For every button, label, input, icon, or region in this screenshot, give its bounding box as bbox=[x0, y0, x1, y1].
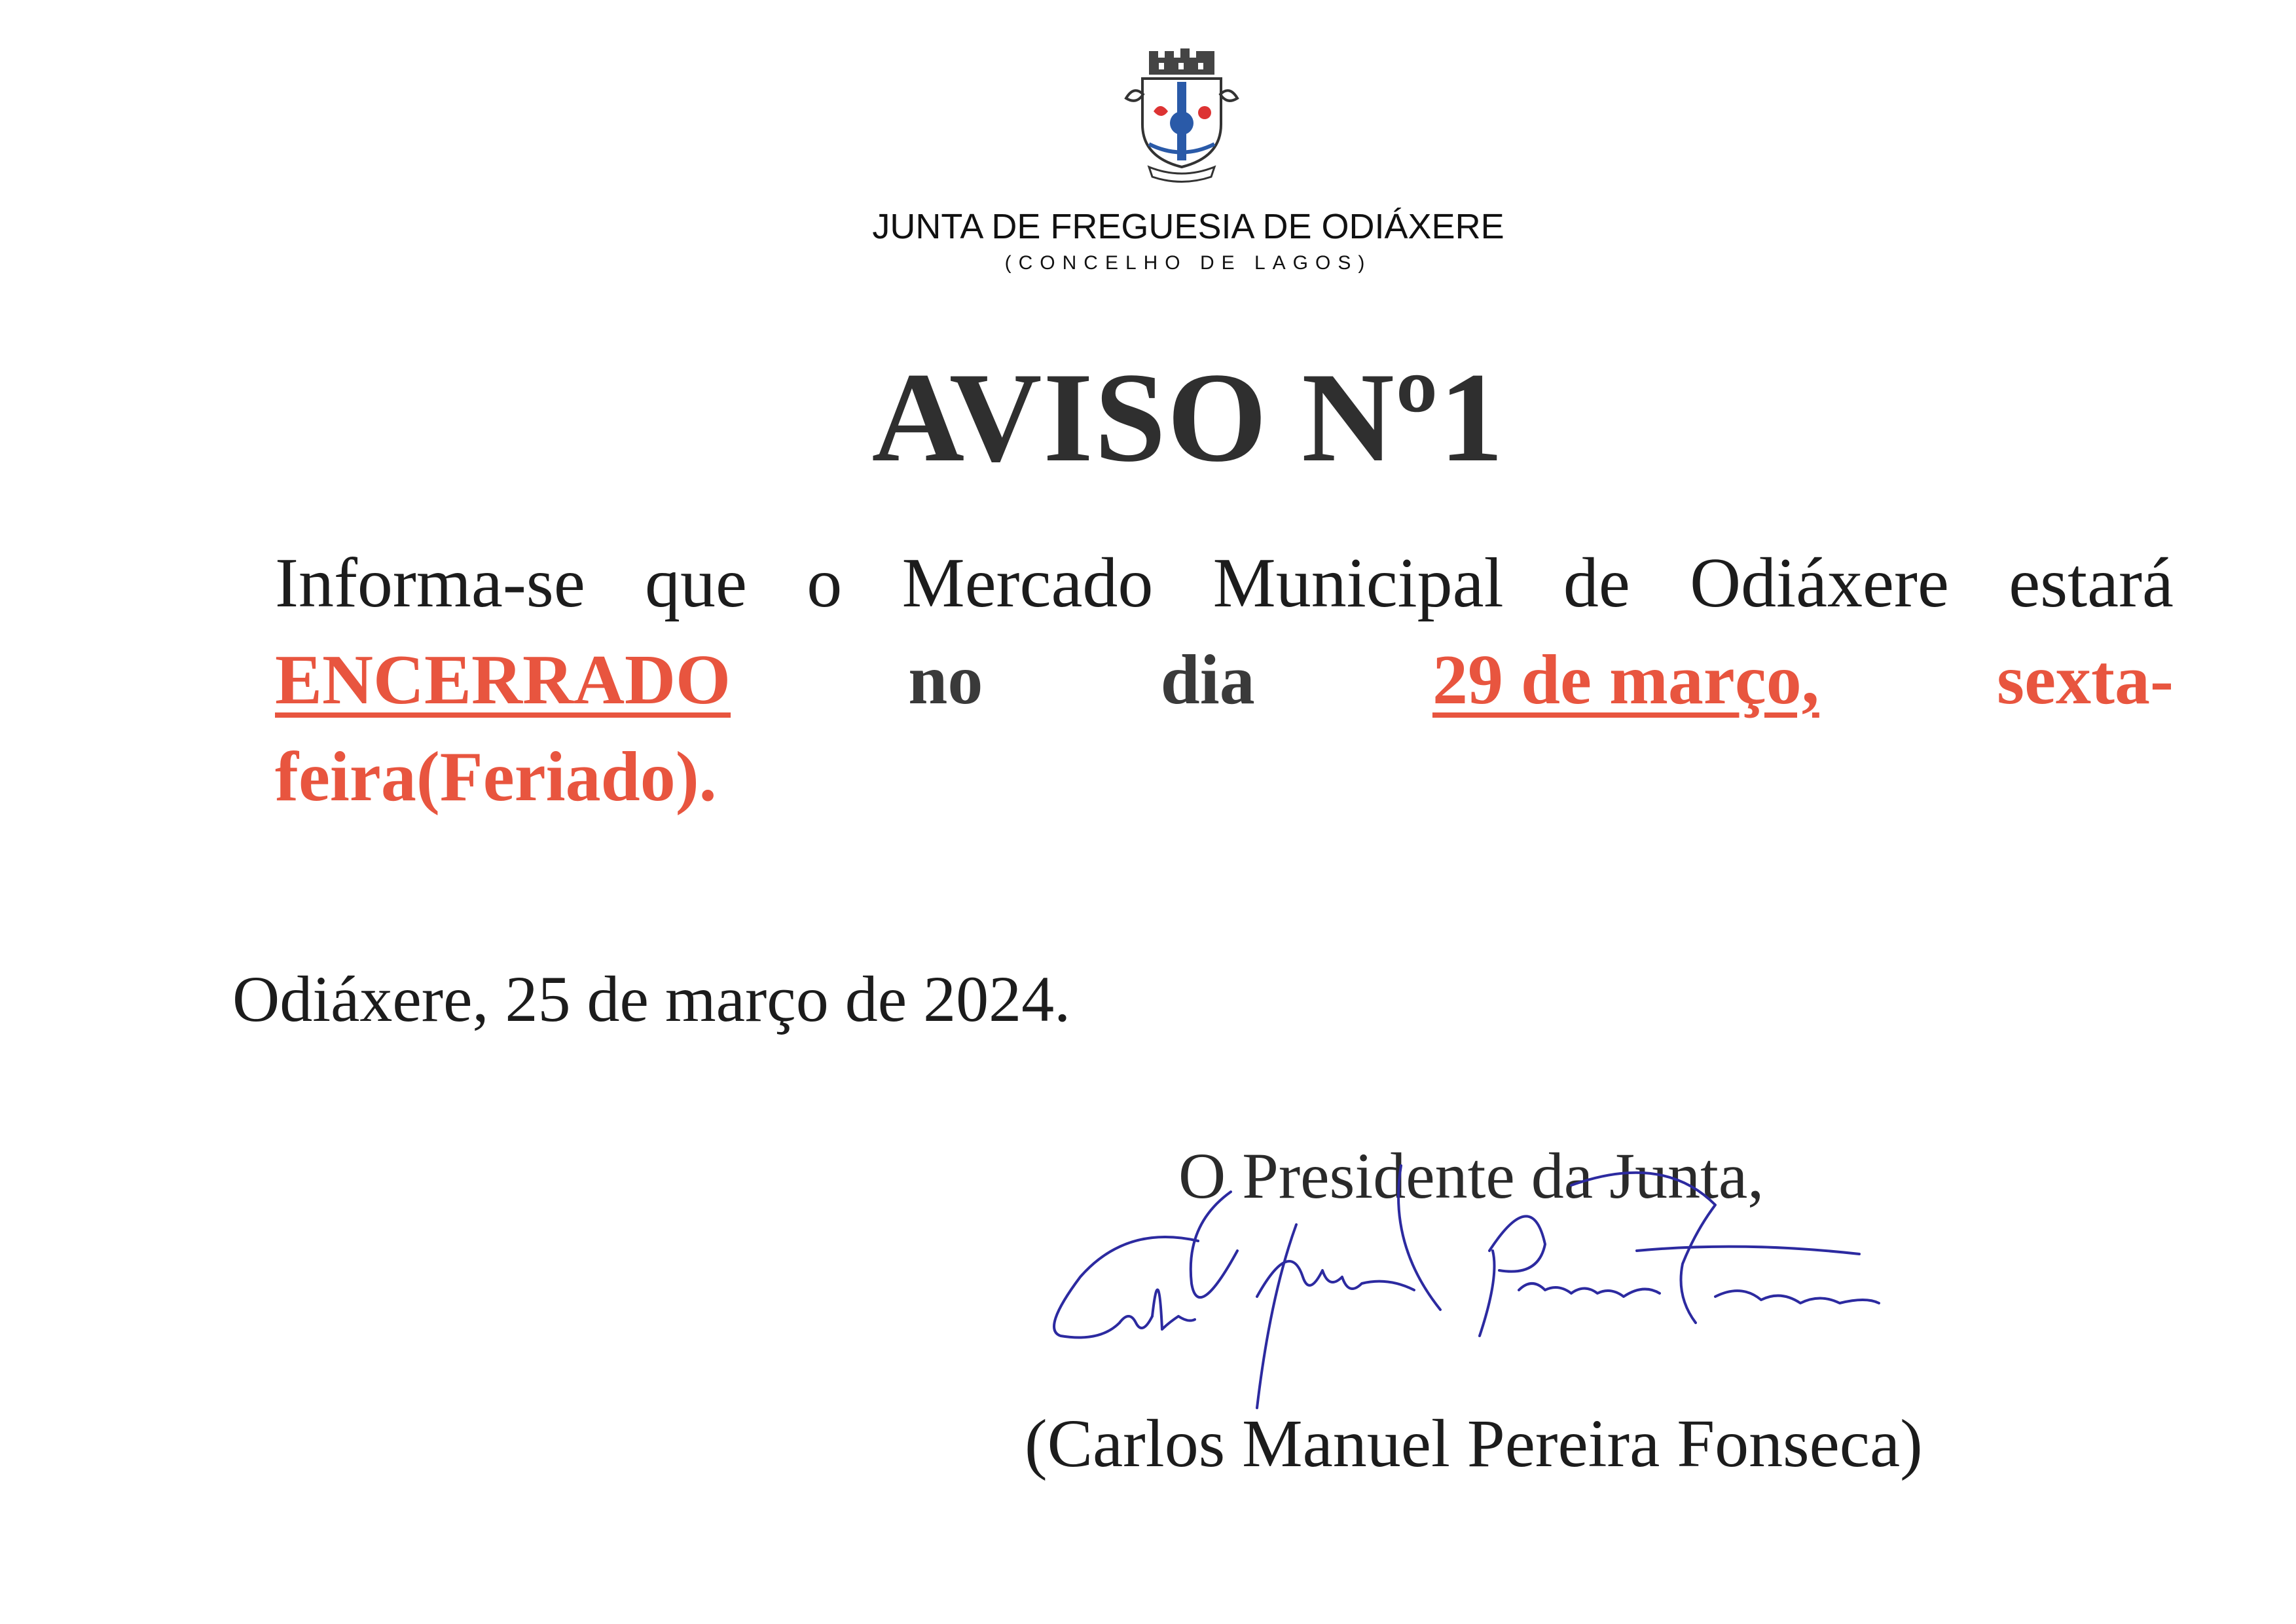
notice-line-3: feira(Feriado). bbox=[275, 738, 717, 816]
organization-subtitle: (CONCELHO DE LAGOS) bbox=[1004, 252, 1372, 274]
weekday-part-1: sexta- bbox=[1997, 641, 2174, 719]
notice-line-1: Informa-se que o Mercado Municipal de Odiáxere estará bbox=[275, 544, 2174, 622]
word-no: no bbox=[908, 641, 983, 719]
closure-date: 29 de março, bbox=[1432, 641, 1819, 719]
handwritten-signature bbox=[1021, 1126, 1951, 1434]
place-and-date: Odiáxere, 25 de março de 2024. bbox=[232, 963, 1071, 1035]
notice-title: AVISO Nº1 bbox=[871, 346, 1505, 489]
closed-word: ENCERRADO bbox=[275, 641, 731, 719]
organization-name: JUNTA DE FREGUESIA DE ODIÁXERE bbox=[872, 207, 1504, 246]
signer-title: O Presidente da Junta, bbox=[1178, 1139, 1764, 1212]
signer-name: (Carlos Manuel Pereira Fonseca) bbox=[1025, 1406, 1923, 1481]
coat-of-arms-logo bbox=[1113, 46, 1250, 183]
word-dia: dia bbox=[1160, 641, 1255, 719]
notice-line-2 bbox=[275, 632, 2174, 729]
